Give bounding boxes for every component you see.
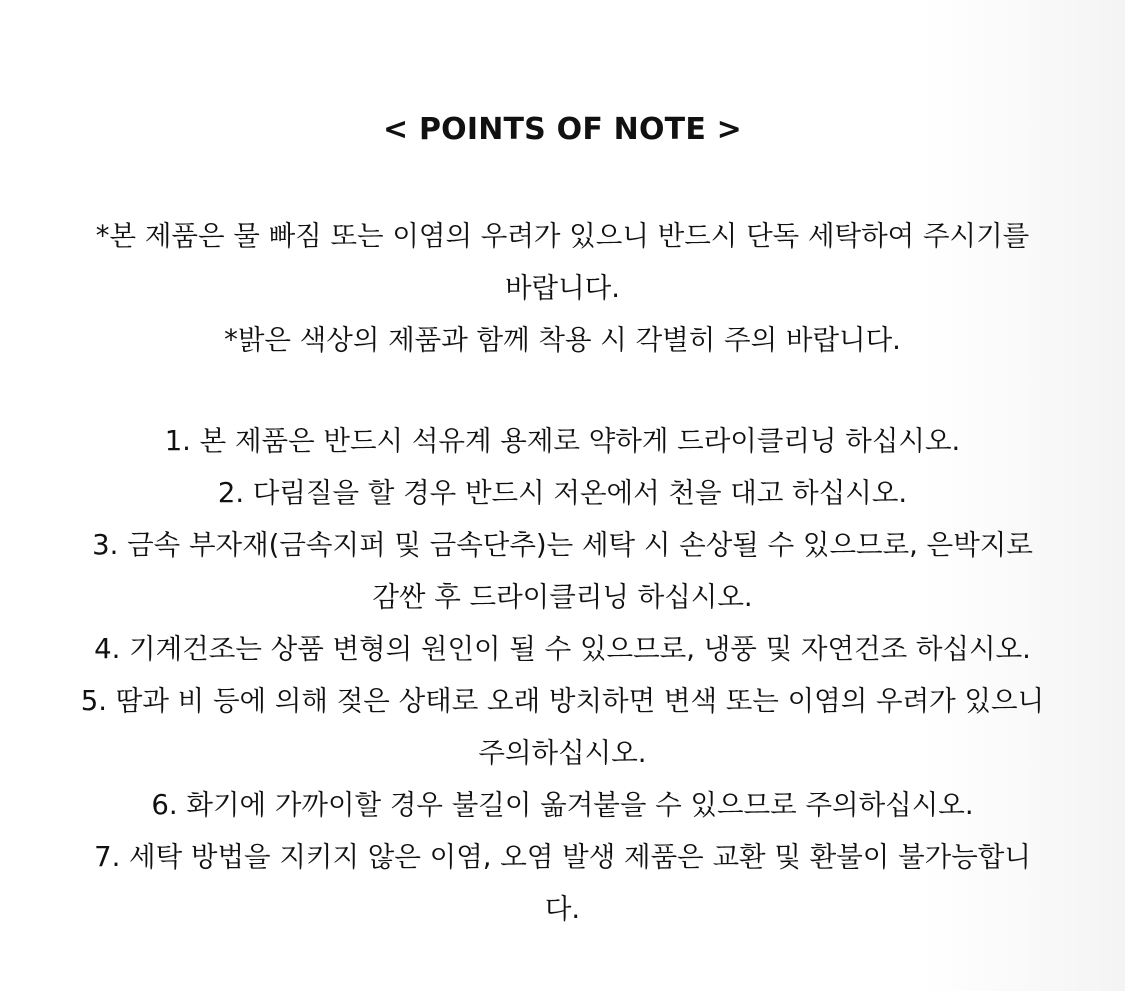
caution-text-block [0, 210, 1125, 366]
instruction-line: 5. 땀과 비 등에 의해 젖은 상태로 오래 방치하면 변색 또는 이염의 우려가 있으니 [80, 685, 1045, 717]
instruction-line: 2. 다림질을 할 경우 반드시 저온에서 천을 대고 하십시오. [217, 477, 908, 509]
instruction-line: 감싼 후 드라이클리닝 하십시오. [372, 581, 753, 613]
caution-line: 바랍니다. [504, 272, 620, 304]
instruction-line: 3. 금속 부자재(금속지퍼 및 금속단추)는 세탁 시 손상될 수 있으므로, 은박지로 [92, 529, 1033, 561]
caution-line: *밝은 색상의 제품과 함께 착용 시 각별히 주의 바랍니다. [224, 324, 901, 356]
care-instructions-list [0, 415, 1125, 935]
instruction-line: 주의하십시오. [478, 737, 647, 769]
caution-line: *본 제품은 물 빠짐 또는 이염의 우려가 있으니 반드시 단독 세탁하여 주시기를 [95, 220, 1030, 252]
instruction-line: 4. 기계건조는 상품 변형의 원인이 될 수 있으므로, 냉풍 및 자연건조 하십시오. [94, 633, 1031, 665]
notice-title: < POINTS OF NOTE > [382, 112, 743, 147]
instruction-line: 7. 세탁 방법을 지키지 않은 이염, 오염 발생 제품은 교환 및 환불이 불가능합니 [94, 841, 1031, 873]
instruction-line: 1. 본 제품은 반드시 석유계 용제로 약하게 드라이클리닝 하십시오. [164, 425, 961, 457]
instruction-line: 6. 화기에 가까이할 경우 불길이 옮겨붙을 수 있으므로 주의하십시오. [151, 789, 974, 821]
instruction-line: 다. [544, 893, 581, 925]
